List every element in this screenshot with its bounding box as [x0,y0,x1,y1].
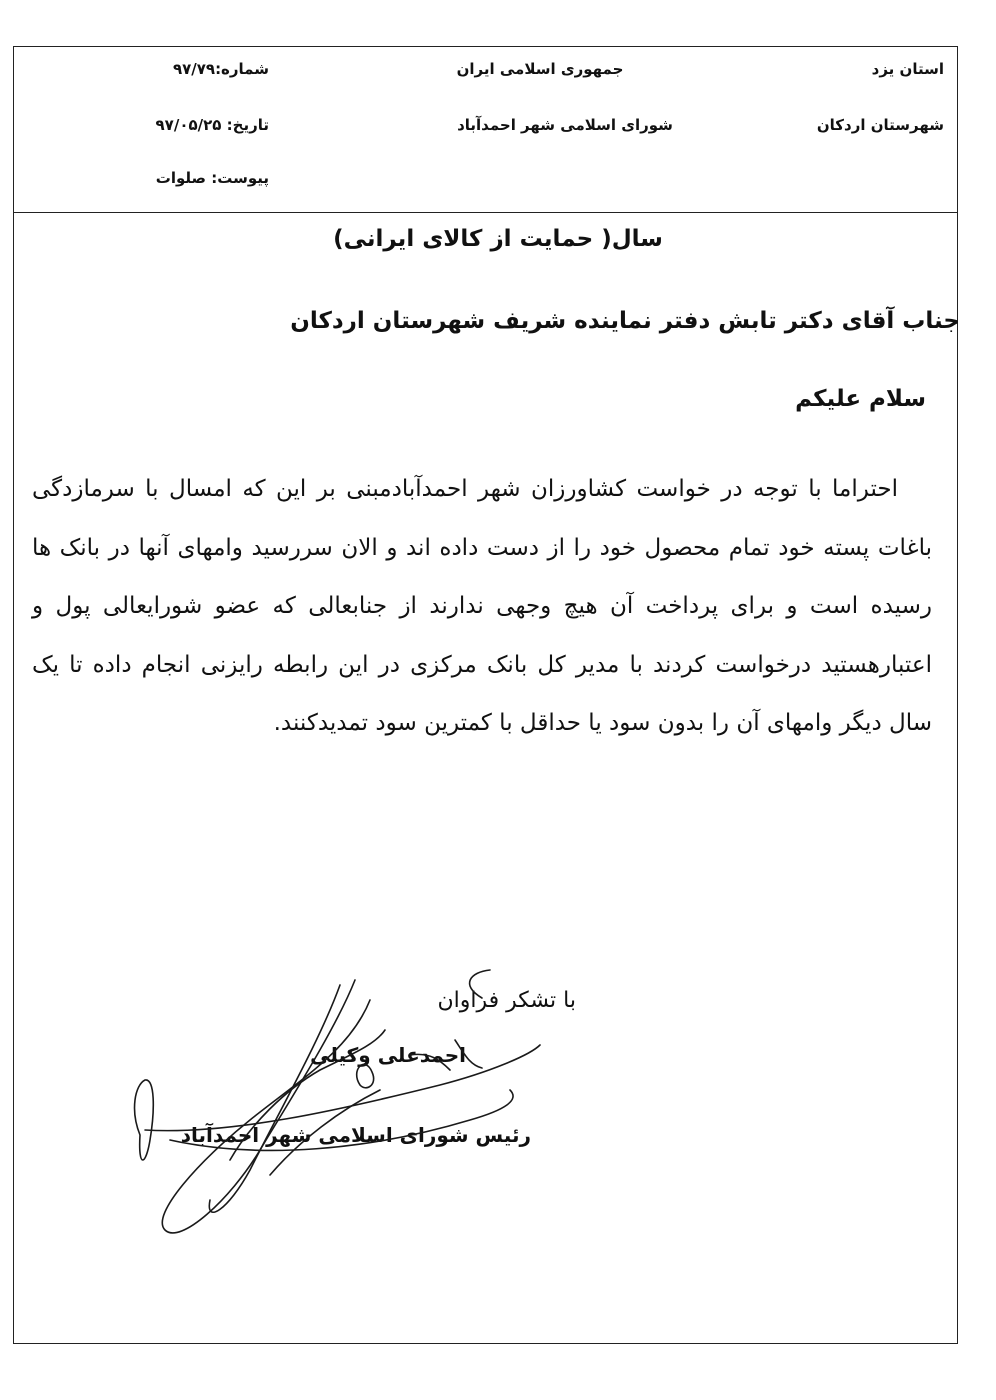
letter-date: تاریخ: ۹۷/۰۵/۲۵ [155,116,269,134]
republic-label: جمهوری اسلامی ایران [456,60,624,78]
signer-title: رئیس شورای اسلامی شهر احمدآباد [180,1123,531,1147]
county-label: شهرستان اردکان [816,116,944,134]
year-slogan: سال( حمایت از کالای ایرانی) [333,226,663,252]
letter-number: شماره:۹۷/۷۹ [172,60,269,78]
signer-name: احمدعلی وکیلی [310,1043,466,1067]
addressee: جناب آقای دکتر تابش دفتر نماینده شریف شهرستان اردکان [290,308,960,334]
province-label: استان یزد [871,60,944,78]
handwritten-signature [110,960,550,1250]
letter-body [32,460,932,753]
council-label: شورای اسلامی شهر احمدآباد [457,116,673,134]
closing-phrase: با تشکر فراوان [437,988,576,1013]
body-paragraph: احتراما با توجه در خواست کشاورزان شهر احمدآبادمبنی بر این که امسال با سرمازدگی باغات پسته خود تمام محصول خود را از دست داده اند و الان سررسید وامهای آنها در بانک ها رسیده است و برای پرداخت آن هیچ وجهی ندارند از جنابعالی که عضو شورایعالی پول و اعتبارهستید درخواست کردند با مدیر کل بانک مرکزی در این رابطه رایزنی انجام داده تا یک سال دیگر وامهای آن را بدون سود یا حداقل با کمترین سود تمدیدکنند. [32,476,932,736]
header-divider [13,212,958,213]
greeting: سلام علیکم [795,386,926,412]
letter-attachment: پیوست: صلوات [155,169,269,187]
